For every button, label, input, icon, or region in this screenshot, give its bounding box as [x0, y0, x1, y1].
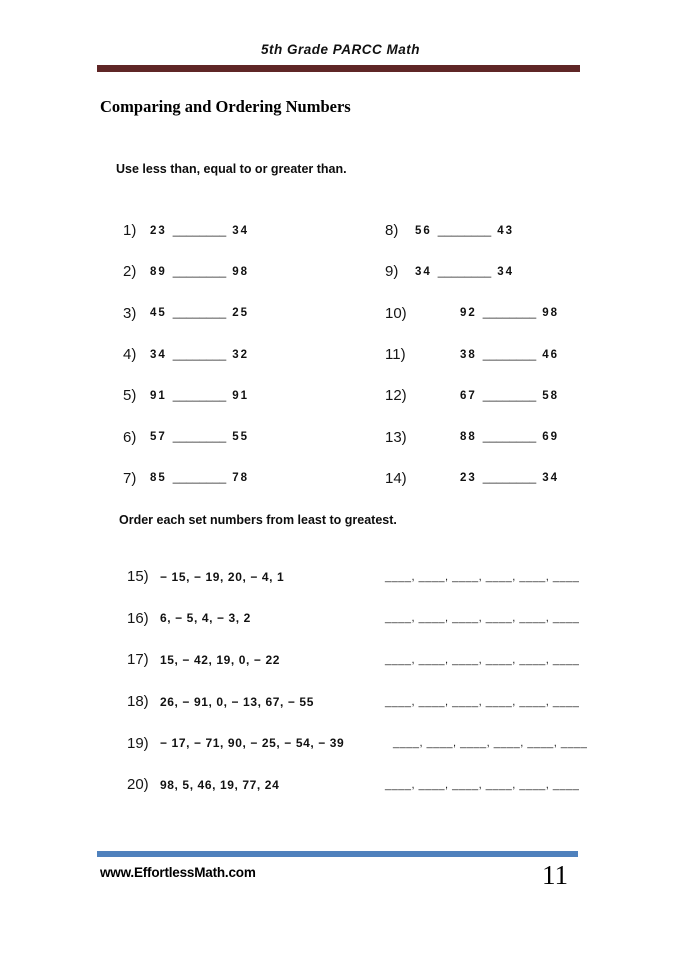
answer-blank: ________ [172, 263, 227, 278]
answer-blank: ________ [172, 429, 227, 444]
problem-number: 13) [385, 428, 407, 446]
order-problem-list [127, 556, 597, 806]
compare-problem-7 [123, 458, 373, 499]
right-value: 98 [232, 265, 249, 278]
answer-blanks: ____, ____, ____, ____, ____, ____ [385, 653, 580, 666]
compare-problem-10 [385, 293, 655, 334]
answer-blank: ________ [482, 470, 537, 485]
problem-number: 10) [385, 304, 407, 322]
problem-number: 2) [123, 263, 137, 281]
problem-number: 6) [123, 428, 137, 446]
problem-number: 12) [385, 387, 407, 405]
problem-number: 3) [123, 304, 137, 322]
left-value: 91 [150, 389, 167, 402]
compare-problem-1 [123, 210, 373, 251]
answer-blank: ________ [482, 305, 537, 320]
worksheet-title: Comparing and Ordering Numbers [100, 97, 351, 116]
left-value: 34 [150, 348, 167, 361]
compare-problem-9 [385, 251, 655, 292]
compare-problem-13 [385, 416, 655, 457]
answer-blanks: ____, ____, ____, ____, ____, ____ [385, 612, 580, 625]
left-value: 23 [150, 224, 167, 237]
problem-number: 5) [123, 387, 137, 405]
left-value: 56 [415, 224, 432, 237]
header-divider-rule [97, 65, 580, 72]
compare-problem-3 [123, 293, 373, 334]
right-value: 46 [542, 348, 559, 361]
answer-blanks: ____, ____, ____, ____, ____, ____ [385, 695, 580, 708]
problem-number: 9) [385, 263, 399, 281]
problem-number: 11) [385, 346, 406, 364]
answer-blank: ________ [172, 470, 227, 485]
problem-number: 4) [123, 346, 137, 364]
answer-blank: ________ [437, 222, 492, 237]
right-value: 91 [232, 389, 249, 402]
answer-blank: ________ [482, 429, 537, 444]
page-number: 11 [542, 860, 568, 890]
left-value: 34 [415, 265, 432, 278]
left-value: 45 [150, 307, 167, 320]
order-problem-20 [127, 764, 597, 806]
answer-blank: ________ [172, 305, 227, 320]
compare-column-right [385, 210, 655, 499]
left-value: 89 [150, 265, 167, 278]
left-value: 88 [460, 431, 477, 444]
right-value: 98 [542, 307, 559, 320]
answer-blank: ________ [172, 222, 227, 237]
compare-problem-12 [385, 375, 655, 416]
left-value: 57 [150, 431, 167, 444]
left-value: 67 [460, 389, 477, 402]
number-set: − 15, − 19, 20, − 4, 1 [160, 569, 285, 584]
right-value: 55 [232, 431, 249, 444]
problem-number: 19) [127, 734, 149, 752]
right-value: 78 [232, 472, 249, 485]
number-set: 26, − 91, 0, − 13, 67, − 55 [160, 694, 314, 709]
compare-problem-5 [123, 375, 373, 416]
right-value: 25 [232, 307, 249, 320]
left-value: 85 [150, 472, 167, 485]
answer-blank: ________ [172, 387, 227, 402]
problem-number: 15) [127, 568, 149, 586]
left-value: 38 [460, 348, 477, 361]
compare-problem-14 [385, 458, 655, 499]
problem-number: 1) [123, 222, 137, 240]
compare-problem-6 [123, 416, 373, 457]
order-problem-17 [127, 639, 597, 681]
compare-problem-8 [385, 210, 655, 251]
page-header-title: 5th Grade PARCC Math [260, 42, 420, 57]
problem-number: 7) [123, 469, 137, 487]
problem-number: 20) [127, 776, 149, 794]
answer-blank: ________ [482, 387, 537, 402]
number-set: 6, − 5, 4, − 3, 2 [160, 611, 251, 626]
answer-blanks: ____, ____, ____, ____, ____, ____ [385, 570, 580, 583]
right-value: 34 [232, 224, 249, 237]
answer-blank: ________ [482, 346, 537, 361]
problem-number: 16) [127, 609, 149, 627]
order-problem-15 [127, 556, 597, 598]
problem-number: 17) [127, 651, 149, 669]
left-value: 92 [460, 307, 477, 320]
right-value: 32 [232, 348, 249, 361]
compare-instruction: Use less than, equal to or greater than. [116, 162, 347, 176]
problem-number: 18) [127, 693, 149, 711]
order-problem-16 [127, 598, 597, 640]
number-set: − 17, − 71, 90, − 25, − 54, − 39 [160, 736, 345, 751]
number-set: 15, − 42, 19, 0, − 22 [160, 652, 281, 667]
right-value: 69 [542, 431, 559, 444]
left-value: 23 [460, 472, 477, 485]
number-set: 98, 5, 46, 19, 77, 24 [160, 777, 280, 792]
compare-column-left [123, 210, 373, 499]
order-problem-19 [127, 722, 597, 764]
right-value: 34 [497, 265, 514, 278]
answer-blank: ________ [172, 346, 227, 361]
order-instruction: Order each set numbers from least to greatest. [119, 513, 397, 527]
answer-blank: ________ [437, 263, 492, 278]
right-value: 58 [542, 389, 559, 402]
right-value: 43 [497, 224, 514, 237]
compare-problem-11 [385, 334, 655, 375]
answer-blanks: ____, ____, ____, ____, ____, ____ [393, 737, 588, 750]
right-value: 34 [542, 472, 559, 485]
compare-problem-4 [123, 334, 373, 375]
footer-divider-rule [97, 851, 578, 857]
footer-website: www.EffortlessMath.com [100, 865, 256, 880]
problem-number: 14) [385, 469, 407, 487]
compare-problem-2 [123, 251, 373, 292]
order-problem-18 [127, 681, 597, 723]
problem-number: 8) [385, 222, 399, 240]
answer-blanks: ____, ____, ____, ____, ____, ____ [385, 778, 580, 791]
